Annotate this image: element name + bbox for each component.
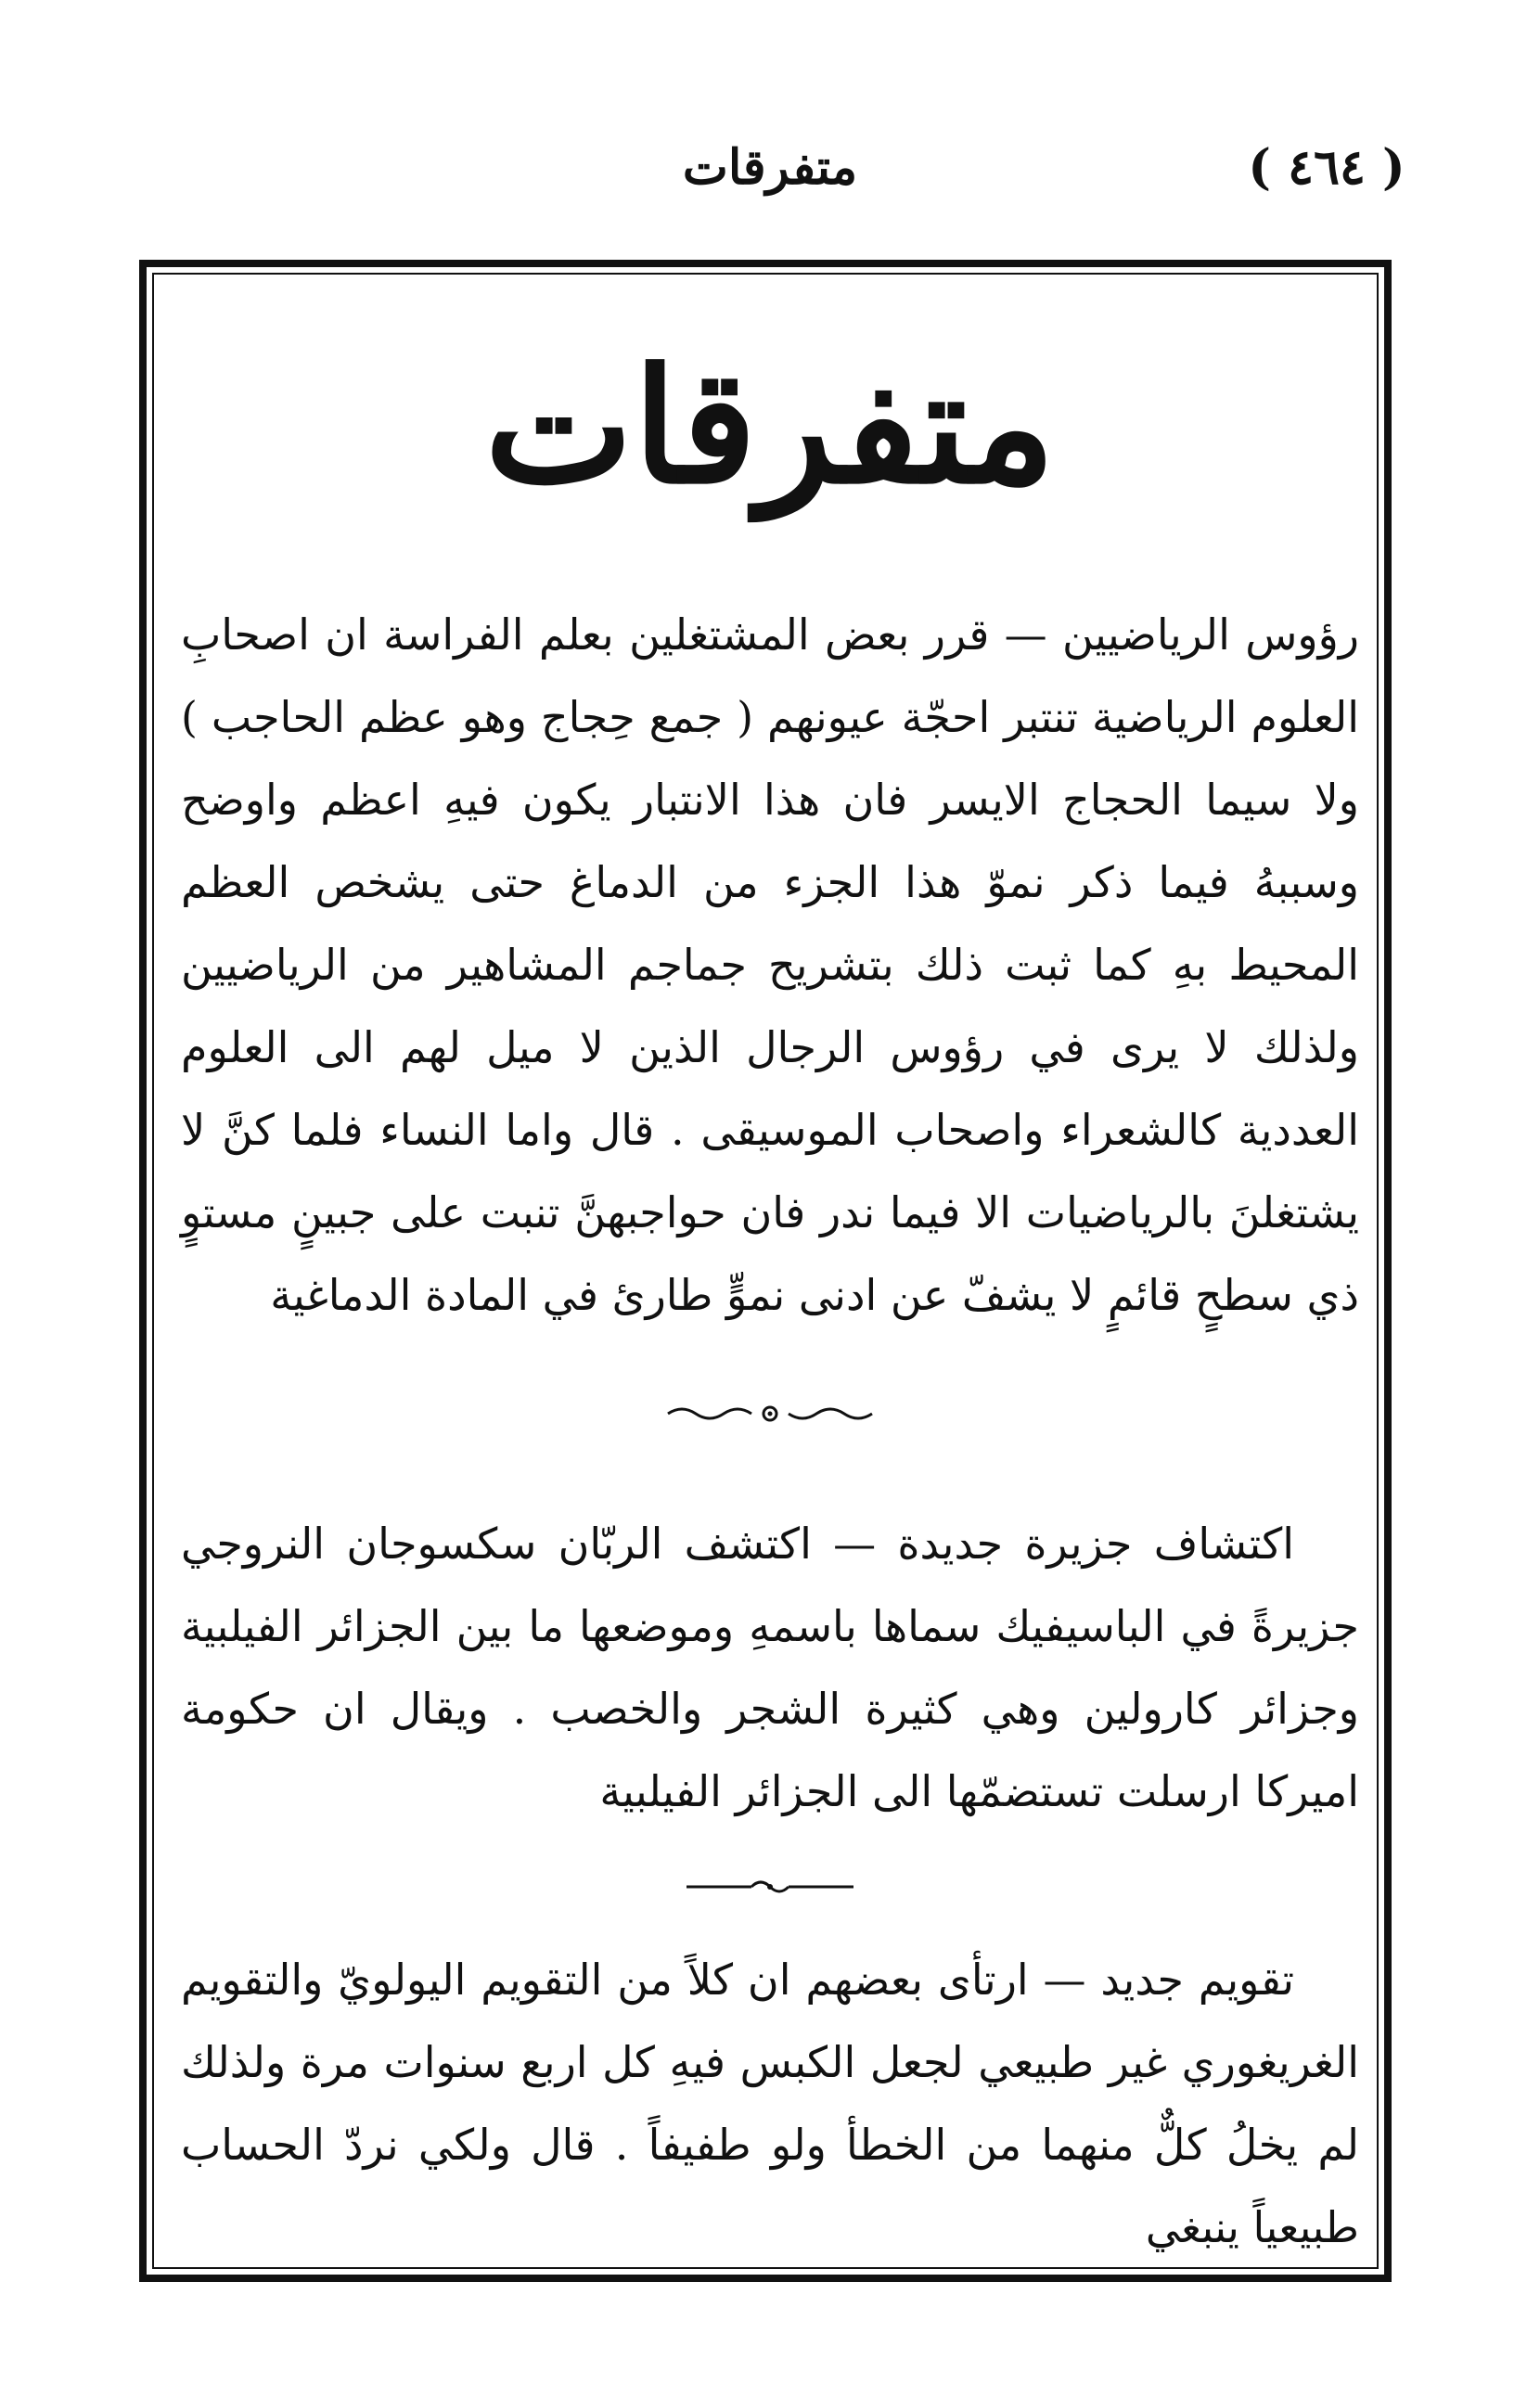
running-header xyxy=(0,139,1540,223)
article-paragraph: اكتشاف جزيرة جديدة — اكتشف الربّان سكسوجان النروجي جزيرةً في الباسيفيك سماها باسمهِ وموضعها ما بين الجزائر الفيلبية وجزائر كارولين وهي كثيرة الشجر والخصب . ويقال ان حكومة اميركا ارسلت تستضمّها الى الجزائر الفيلبية xyxy=(181,1519,1359,1816)
article-paragraph: رؤوس الرياضيين — قرر بعض المشتغلين بعلم الفراسة ان اصحابِ العلوم الرياضية تنتبر احجّة عيونهم ( جمع حِجاج وهو عظم الحاجب ) ولا سيما الحجاج الايسر فان هذا الانتبار يكون فيهِ اعظم واوضح وسببهُ فيما ذكر نموّ هذا الجزء من الدماغ حتى يشخص العظم المحيط بهِ كما ثبت ذلك بتشريح جماجم المشاهير من الرياضيين ولذلك لا يرى في رؤوس الرجال الذين لا ميل لهم الى العلوم العددية كالشعراء واصحاب الموسيقى . قال واما النساء فلما كنَّ لا يشتغلنَ بالرياضيات الا فيما ندر فان حواجبهنَّ تنبت على جبينٍ مستوٍ ذي سطحٍ قائمٍ لا يشفّ عن ادنى نموٍّ طارئ في المادة الدماغية xyxy=(181,609,1359,1320)
page-title: متفرقات xyxy=(484,334,1056,519)
article-section xyxy=(181,594,1359,1337)
ornament-divider xyxy=(663,1403,877,1425)
ornament-divider-graphic xyxy=(663,1403,877,1425)
article-section xyxy=(181,1939,1359,2269)
ornament-divider-graphic xyxy=(663,1876,877,1898)
article-paragraph: تقويم جديد — ارتأى بعضهم ان كلاً من التقويم اليولويّ والتقويم الغريغوري غير طبيعي لجعل الكبس فيهِ كل اربع سنوات مرة ولذلك لم يخلُ كلٌّ منهما من الخطأ ولو طفيفاً . قال ولكي نردّ الحساب طبيعياً ينبغي xyxy=(181,1955,1359,2252)
ornament-divider xyxy=(663,1876,877,1898)
article-section xyxy=(181,1503,1359,1833)
running-title: متفرقات xyxy=(682,139,858,196)
page-number: ( ٤٦٤ ) xyxy=(1248,139,1405,196)
